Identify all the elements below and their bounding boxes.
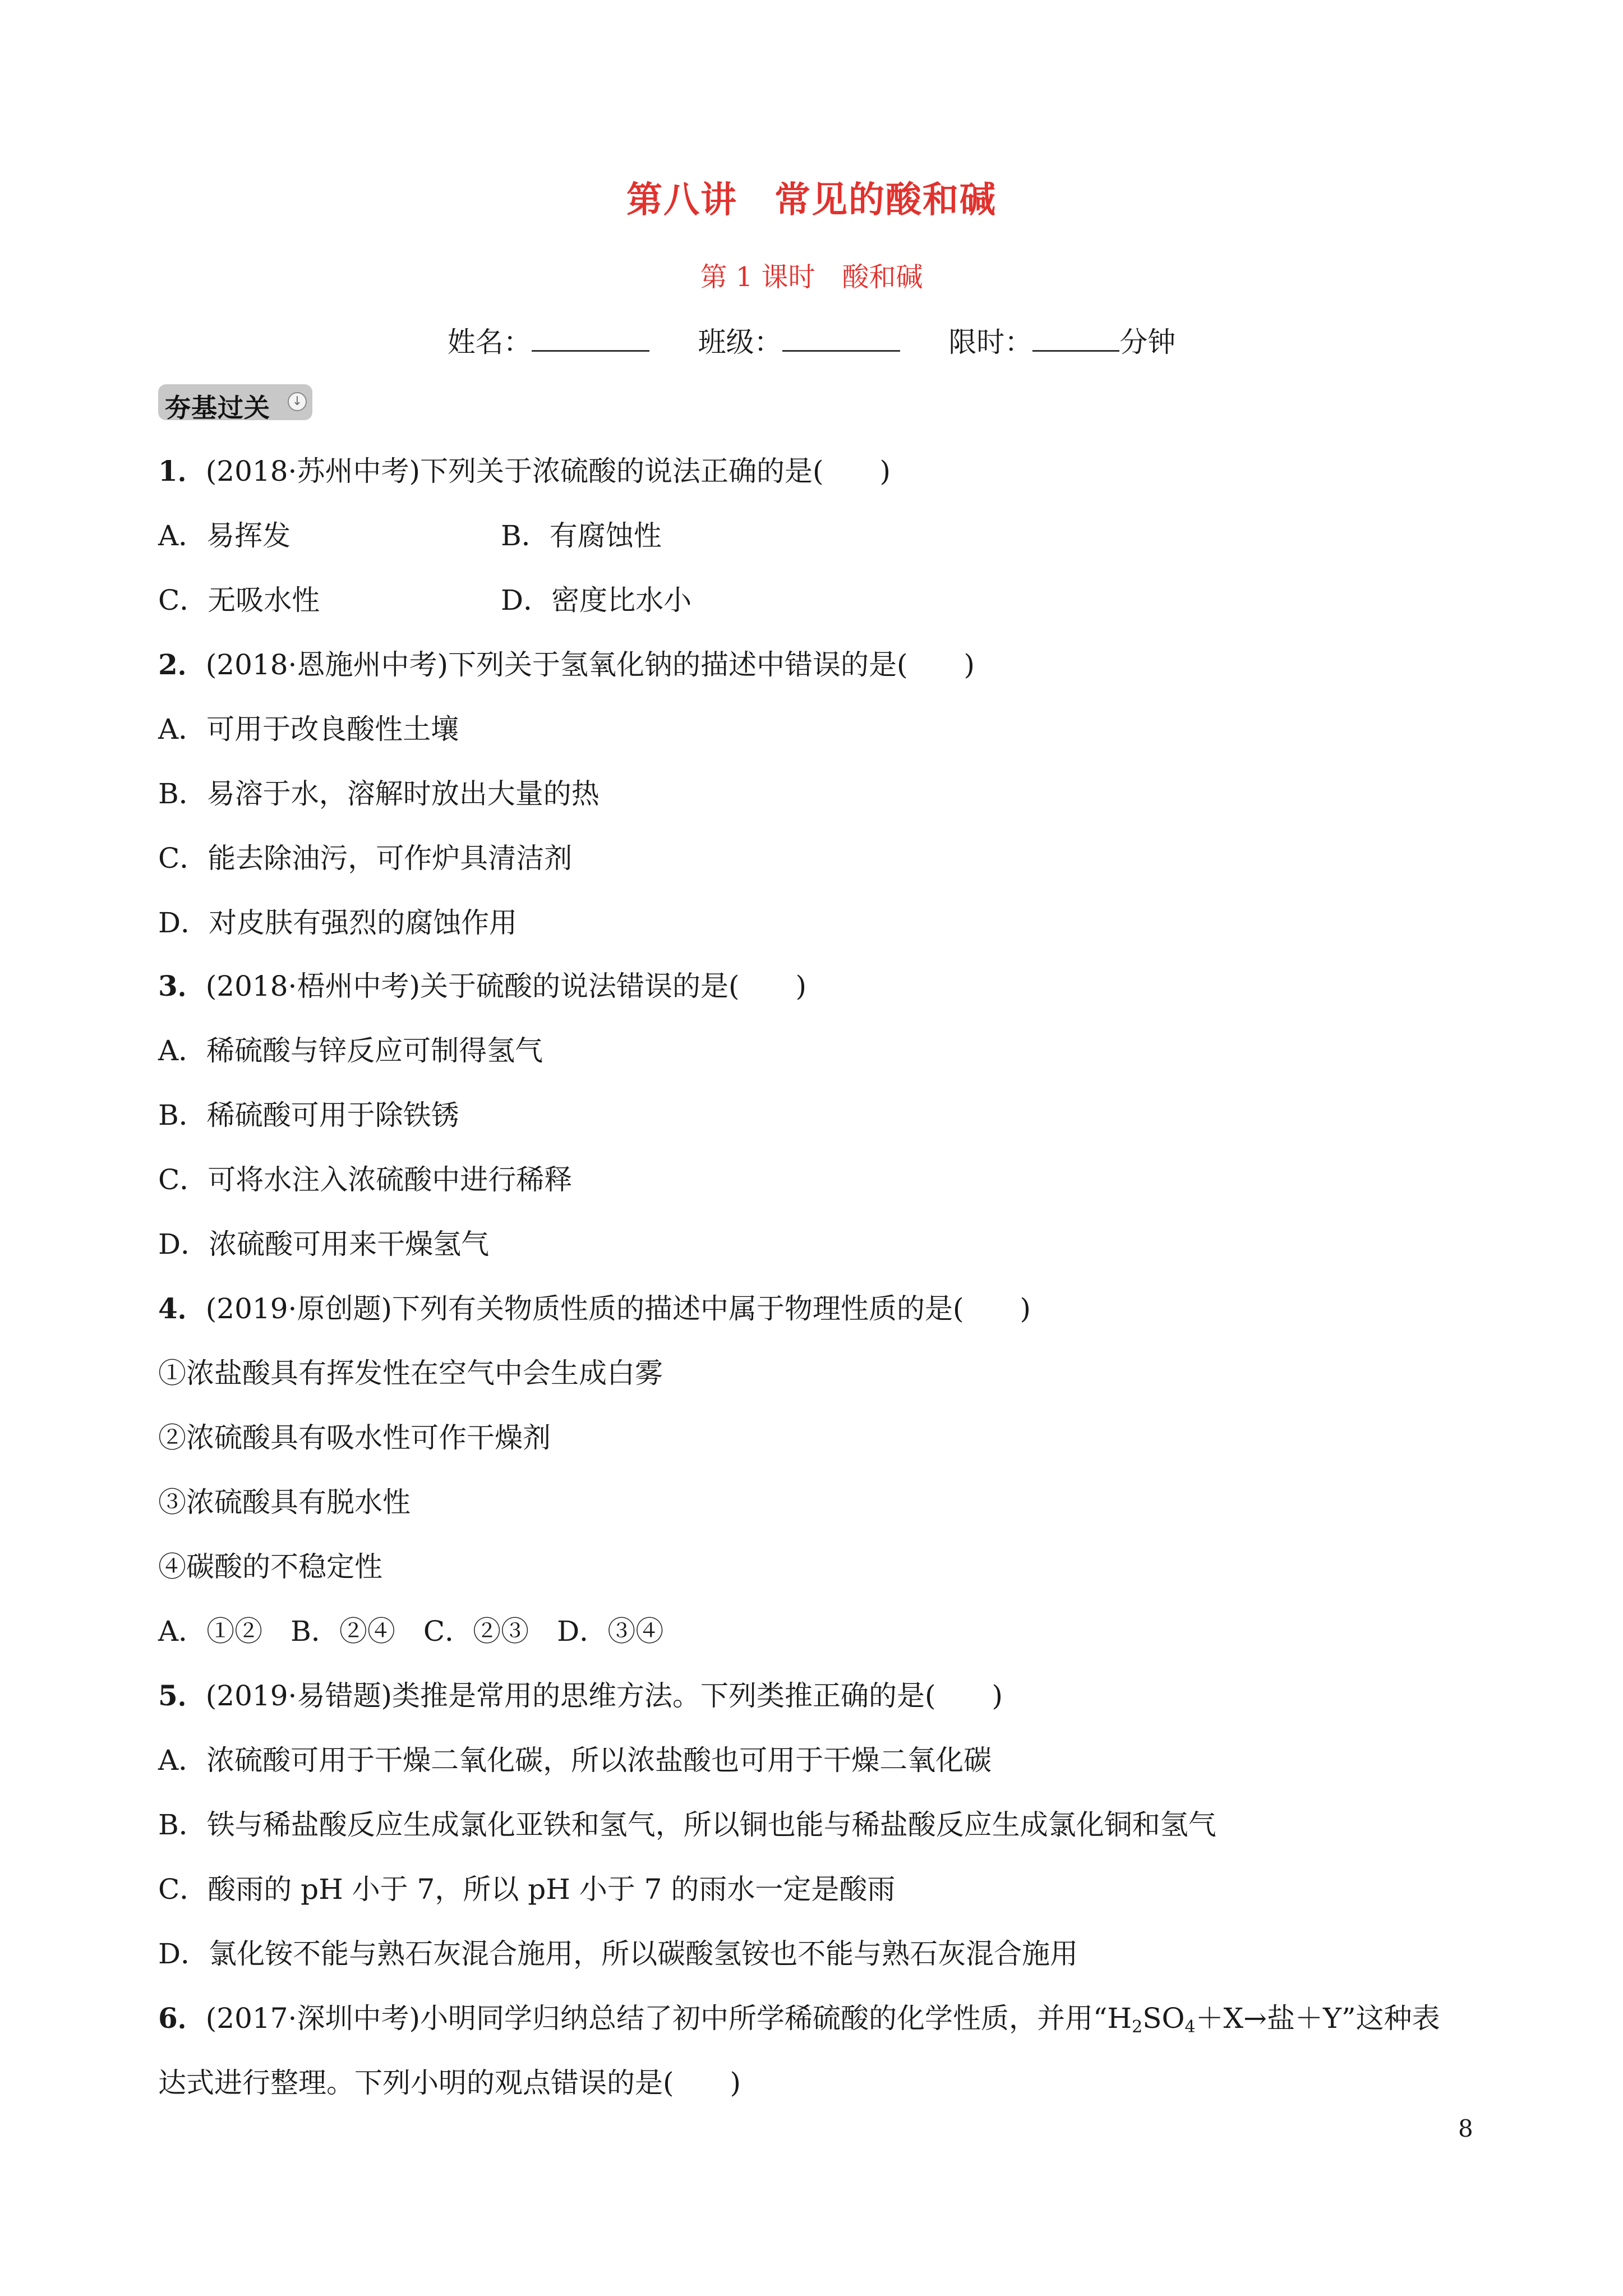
question-4-item-2: ②浓硫酸具有吸水性可作干燥剂 — [158, 1421, 551, 1454]
question-2-option-d: D．对皮肤有强烈的腐蚀作用 — [158, 907, 518, 939]
name-label: 姓名： — [447, 326, 532, 358]
time-label: 限时： — [948, 326, 1033, 358]
question-2-option-c: C．能去除油污，可作炉具清洁剂 — [158, 842, 573, 875]
question-1-option-c: C．无吸水性 — [158, 584, 320, 616]
question-4-item-4: ④碳酸的不稳定性 — [158, 1550, 382, 1583]
question-2-option-a: A．可用于改良酸性土壤 — [158, 713, 459, 746]
section-badge — [158, 384, 312, 423]
question-2-stem: 2．(2018·恩施州中考)下列关于氢氧化钠的描述中错误的是( ) — [158, 648, 975, 681]
question-3-stem: 3．(2018·梧州中考)关于硫酸的说法错误的是( ) — [158, 969, 806, 1002]
question-1-option-a: A．易挥发 — [158, 519, 291, 552]
page-title: 第八讲 常见的酸和碱 — [626, 179, 997, 221]
question-4-options: A．①② B．②④ C．②③ D．③④ — [158, 1615, 664, 1648]
question-1-option-d: D．密度比水小 — [501, 584, 692, 616]
time-unit: 分钟 — [1119, 326, 1176, 358]
question-1-stem: 1．(2018·苏州中考)下列关于浓硫酸的说法正确的是( ) — [158, 454, 891, 487]
question-5-stem: 5．(2019·易错题)类推是常用的思维方法。下列类推正确的是( ) — [158, 1679, 1003, 1712]
section-badge-label: 夯基过关 — [165, 393, 270, 423]
question-5-option-c: C．酸雨的 pH 小于 7，所以 pH 小于 7 的雨水一定是酸雨 — [158, 1873, 896, 1906]
question-5-option-b: B．铁与稀盐酸反应生成氯化亚铁和氢气，所以铜也能与稀盐酸反应生成氯化铜和氢气 — [158, 1809, 1216, 1841]
question-3-option-b: B．稀硫酸可用于除铁锈 — [158, 1099, 459, 1131]
question-2-option-b: B．易溶于水，溶解时放出大量的热 — [158, 777, 600, 810]
question-4-item-3: ③浓硫酸具有脱水性 — [158, 1486, 411, 1519]
page-number: 8 — [1458, 2115, 1473, 2142]
question-3-option-a: A．稀硫酸与锌反应可制得氢气 — [158, 1034, 543, 1067]
question-3-option-c: C．可将水注入浓硫酸中进行稀释 — [158, 1163, 573, 1196]
question-4-stem: 4．(2019·原创题)下列有关物质性质的描述中属于物理性质的是( ) — [158, 1292, 1031, 1325]
name-blank[interactable] — [532, 328, 649, 352]
class-blank[interactable] — [782, 328, 900, 352]
down-arrow-icon: ↓ — [288, 392, 307, 411]
class-label: 班级： — [698, 326, 782, 358]
question-4-item-1: ①浓盐酸具有挥发性在空气中会生成白雾 — [158, 1357, 663, 1389]
page-subtitle: 第 1 课时 酸和碱 — [700, 261, 923, 293]
question-5-option-d: D．氯化铵不能与熟石灰混合施用，所以碳酸氢铵也不能与熟石灰混合施用 — [158, 1938, 1078, 1970]
question-3-option-d: D．浓硫酸可用来干燥氢气 — [158, 1228, 490, 1260]
question-6-stem: 6．(2017·深圳中考)小明同学归纳总结了初中所学稀硫酸的化学性质，并用“$H_2SO_4+X\to$盐＋Y”这种表 — [158, 2001, 1440, 2037]
student-info-line — [0, 320, 1623, 360]
time-blank[interactable] — [1032, 328, 1119, 352]
question-5-option-a: A．浓硫酸可用于干燥二氧化碳，所以浓盐酸也可用于干燥二氧化碳 — [158, 1744, 992, 1777]
question-1-option-b: B．有腐蚀性 — [501, 519, 662, 552]
question-6-stem-line2: 达式进行整理。下列小明的观点错误的是( ) — [158, 2067, 741, 2099]
